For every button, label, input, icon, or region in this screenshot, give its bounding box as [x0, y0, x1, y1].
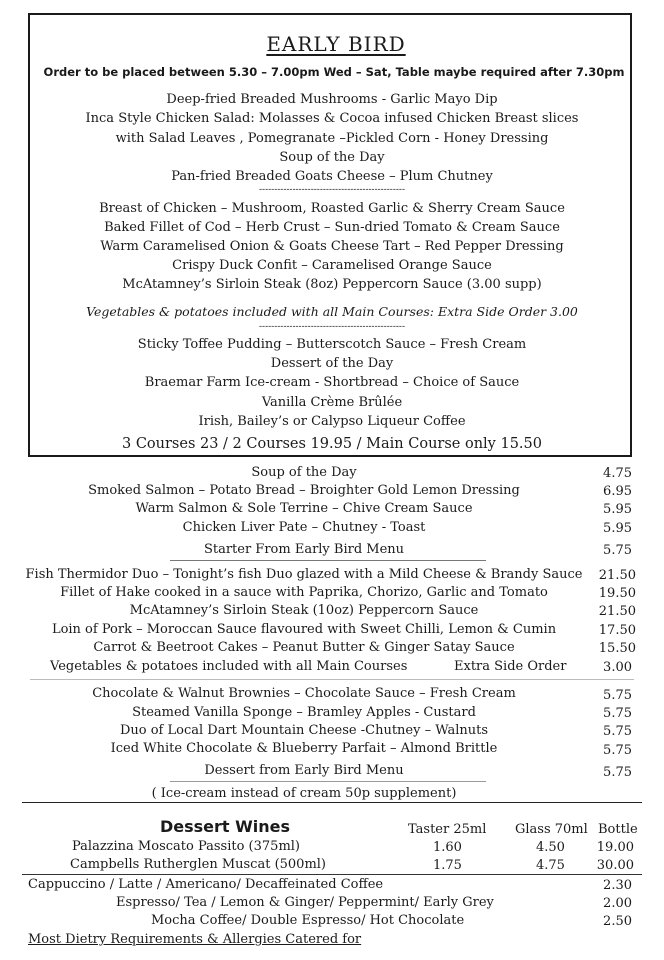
wine-taster-price: 1.75 [433, 858, 462, 873]
eb-main: Breast of Chicken – Mushroom, Roasted Garlic & Sherry Cream Sauce [99, 201, 565, 216]
eb-starter: Deep-fried Breaded Mushrooms - Garlic Mayo Dip [166, 92, 498, 107]
eb-dessert: Braemar Farm Ice-cream - Shortbread – Choice of Sauce [144, 375, 520, 390]
section-separator: ------------------------------------------------ [259, 322, 405, 332]
eb-starter: Inca Style Chicken Salad: Molasses & Cocoa infused Chicken Breast slices [85, 111, 579, 126]
wine-glass-price: 4.50 [536, 840, 565, 855]
eb-starter: Pan-fried Breaded Goats Cheese – Plum Chutney [171, 169, 493, 184]
coffee-line: Cappuccino / Latte / Americano/ Decaffeinated Coffee [28, 877, 384, 892]
eb-starter: Soup of the Day [279, 150, 385, 165]
main-price: 21.50 [598, 568, 636, 583]
coffee-price: 2.30 [603, 878, 632, 893]
divider [22, 802, 642, 803]
eb-dessert: Dessert of the Day [270, 356, 394, 371]
eb-dessert: Sticky Toffee Pudding – Butterscotch Sauce – Fresh Cream [137, 337, 527, 352]
main-price: 15.50 [598, 641, 636, 656]
starter-name: Smoked Salmon – Potato Bread – Broighter Gold Lemon Dressing [88, 483, 520, 498]
wine-name: Palazzina Moscato Passito (375ml) [72, 839, 300, 854]
starter-name: Warm Salmon & Sole Terrine – Chive Cream Sauce [135, 501, 473, 516]
starter-name: Soup of the Day [251, 465, 357, 480]
wine-bottle-price: 19.00 [596, 840, 634, 855]
eb-course-prices: 3 Courses 23 / 2 Courses 19.95 / Main Course only 15.50 [122, 436, 542, 452]
wine-header-taster: Taster 25ml [408, 822, 487, 837]
icecream-note: ( Ice-cream instead of cream 50p supplement) [151, 786, 457, 801]
wine-taster-price: 1.60 [433, 840, 462, 855]
section-separator: ------------------------------------------------ [259, 185, 405, 195]
wine-header-glass: Glass 70ml [515, 822, 588, 837]
dessert-name: Iced White Chocolate & Blueberry Parfait – Almond Brittle [110, 741, 498, 756]
dietary-footer: Most Dietry Requirements & Allergies Catered for [28, 932, 362, 947]
starter-price: 5.95 [603, 502, 632, 517]
dessert-price: 5.75 [603, 688, 632, 703]
wine-header-bottle: Bottle [598, 822, 638, 837]
eb-main: Warm Caramelised Onion & Goats Cheese Tart – Red Pepper Dressing [100, 239, 564, 254]
eb-main: Crispy Duck Confit – Caramelised Orange Sauce [172, 258, 492, 273]
starter-price: 5.95 [603, 521, 632, 536]
divider [170, 781, 486, 782]
early-bird-title: EARLY BIRD [266, 32, 406, 56]
coffee-price: 2.00 [603, 896, 632, 911]
starter-name: Starter From Early Bird Menu [203, 542, 405, 557]
divider [22, 874, 642, 875]
eb-starter: with Salad Leaves , Pomegranate –Pickled Corn - Honey Dressing [115, 131, 549, 146]
dessert-name: Duo of Local Dart Mountain Cheese -Chutney – Walnuts [119, 723, 489, 738]
eb-main: McAtamney’s Sirloin Steak (8oz) Peppercorn Sauce (3.00 supp) [122, 277, 542, 292]
main-name: Fish Thermidor Duo – Tonight’s fish Duo glazed with a Mild Cheese & Brandy Sauce [25, 567, 583, 582]
starter-price: 5.75 [603, 543, 632, 558]
coffee-line: Espresso/ Tea / Lemon & Ginger/ Peppermint/ Early Grey [116, 895, 494, 910]
eb-main: Baked Fillet of Cod – Herb Crust – Sun-dried Tomato & Cream Sauce [104, 220, 560, 235]
main-price: 19.50 [598, 586, 636, 601]
dessert-price: 5.75 [603, 765, 632, 780]
main-name: Carrot & Beetroot Cakes – Peanut Butter & Ginger Satay Sauce [93, 640, 515, 655]
eb-dessert: Irish, Bailey’s or Calypso Liqueur Coffee [198, 414, 466, 429]
early-bird-subtitle: Order to be placed between 5.30 – 7.00pm Wed – Sat, Table maybe required after 7.30pm [43, 65, 625, 79]
dessert-price: 5.75 [603, 706, 632, 721]
extra-side-price: 3.00 [603, 660, 632, 675]
wine-bottle-price: 30.00 [596, 858, 634, 873]
eb-veg-note: Vegetables & potatoes included with all Main Courses: Extra Side Order 3.00 [86, 304, 578, 319]
wine-name: Campbells Rutherglen Muscat (500ml) [70, 857, 327, 872]
main-price: 21.50 [598, 604, 636, 619]
veg-note: Vegetables & potatoes included with all Main Courses [50, 659, 408, 674]
starter-price: 6.95 [603, 484, 632, 499]
coffee-line: Mocha Coffee/ Double Espresso/ Hot Chocolate [151, 913, 465, 928]
main-name: Fillet of Hake cooked in a sauce with Paprika, Chorizo, Garlic and Tomato [60, 585, 548, 600]
divider [170, 560, 486, 561]
dessert-name: Chocolate & Walnut Brownies – Chocolate Sauce – Fresh Cream [92, 686, 516, 701]
dessert-name: Steamed Vanilla Sponge – Bramley Apples - Custard [132, 705, 476, 720]
extra-side-order: Extra Side Order [454, 659, 567, 674]
dessert-name: Dessert from Early Bird Menu [204, 763, 404, 778]
dessert-price: 5.75 [603, 743, 632, 758]
divider [30, 679, 634, 680]
starter-price: 4.75 [603, 466, 632, 481]
starter-name: Chicken Liver Pate – Chutney - Toast [182, 520, 426, 535]
coffee-price: 2.50 [603, 914, 632, 929]
eb-dessert: Vanilla Crème Brûlée [261, 395, 403, 410]
main-price: 17.50 [598, 623, 636, 638]
wine-glass-price: 4.75 [536, 858, 565, 873]
dessert-wines-title: Dessert Wines [160, 817, 291, 836]
main-name: Loin of Pork – Moroccan Sauce flavoured with Sweet Chilli, Lemon & Cumin [51, 622, 557, 637]
dessert-price: 5.75 [603, 724, 632, 739]
main-name: McAtamney’s Sirloin Steak (10oz) Peppercorn Sauce [129, 603, 479, 618]
early-bird-box [28, 13, 632, 457]
